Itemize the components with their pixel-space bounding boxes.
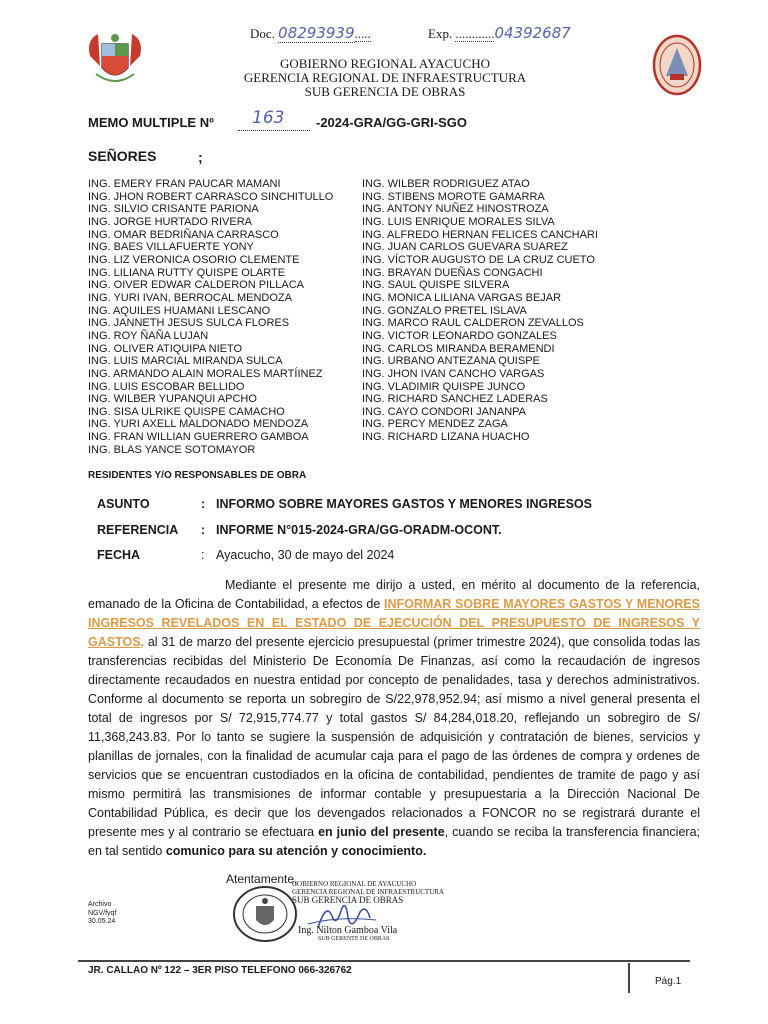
- footer-address: JR. CALLAO Nº 122 – 3ER PISO TELEFONO 066-326762: [88, 965, 352, 976]
- recipient-name: ING. PERCY MENDEZ ZAGA: [362, 418, 508, 431]
- closing: Atentamente,: [226, 872, 298, 886]
- header-subgerencia: SUB GERENCIA DE OBRAS: [304, 84, 466, 99]
- memo-number: 163: [252, 108, 285, 128]
- referencia-value: INFORME N°015-2024-GRA/GG-ORADM-OCONT.: [216, 523, 502, 537]
- fecha-colon: :: [201, 548, 205, 562]
- recipient-name: ING. SISA ULRIKE QUISPE CAMACHO: [88, 405, 285, 418]
- header-government: GOBIERNO REGIONAL AYACUCHO: [280, 56, 490, 71]
- recipient-name: ING. LUIS ESCOBAR BELLIDO: [88, 380, 245, 393]
- memo-number-underline: [238, 130, 310, 131]
- asunto-colon: :: [201, 497, 206, 511]
- archive-line-1: Archivo: [88, 901, 112, 908]
- recipient-name: ING. RICHARD LIZANA HUACHO: [362, 431, 530, 444]
- regional-seal-icon: [652, 34, 702, 96]
- recipients-left-column: [88, 178, 333, 456]
- exp-number: 04392687: [494, 24, 571, 42]
- body-text-3: , cuando se reciba la transferencia financiera; en tal sentido: [88, 825, 700, 858]
- referencia-label: REFERENCIA: [97, 523, 179, 537]
- exp-number-line: Exp. ............04392687: [428, 24, 571, 42]
- round-stamp-icon: [232, 884, 298, 944]
- recipient-name: ING. EMERY FRAN PAUCAR MAMANI: [88, 178, 281, 190]
- body-highlight: INFORMAR SOBRE MAYORES GASTOS Y MENORES INGRESOS REVELADOS EN EL ESTADO DE EJECUCIÓN DEL PRESUPUESTO DE INGRESOS Y GASTOS,: [88, 597, 700, 649]
- recipient-name: ING. JUAN CARLOS GUEVARA SUAREZ: [362, 241, 568, 254]
- body-bold-1: en junio del presente: [318, 825, 445, 839]
- recipient-name: ING. URBANO ANTEZANA QUISPE: [362, 355, 540, 368]
- footer-divider: [628, 963, 630, 993]
- recipient-name: ING. ANTONY NUÑEZ HINOSTROZA: [362, 203, 549, 216]
- exp-label: Exp.: [428, 26, 453, 41]
- signer-role: SUB GERENTE DE OBRAS: [318, 936, 390, 942]
- recipient-name: ING. WILBER YUPANQUI APCHO: [88, 393, 257, 406]
- memo-suffix: -2024-GRA/GG-GRI-SGO: [316, 115, 467, 130]
- page-number: Pág.1: [655, 976, 682, 987]
- recipient-name: ING. YURI IVAN, BERROCAL MENDOZA: [88, 291, 292, 304]
- recipient-name: ING. WILBER RODRIGUEZ ATAO: [362, 178, 530, 190]
- archive-line-3: 30.05.24: [88, 918, 116, 925]
- memo-prefix: MEMO MULTIPLE Nº: [88, 115, 214, 130]
- recipient-name: ING. CAYO CONDORI JANANPA: [362, 405, 527, 418]
- body-text-1: Mediante el presente me dirijo a usted, en mérito al documento de la referencia, emanado de la Oficina de Contabilidad, a efectos de: [88, 578, 700, 611]
- recipient-name: ING. OMAR BEDRIÑANA CARRASCO: [88, 228, 279, 241]
- body-text-2: al 31 de marzo del presente ejercicio presupuestal (primer trimestre 2024), que consolida todas las transferencias recibidas del Ministerio De Economía De Finanzas, así como la recaudación de ingresos directamente recaudados en nuestra entidad por concepto de penalidades, tasa y derechos administrativos. Conforme al documento se reporta un sobregiro de S/22,978,952.94; así mismo a nivel general presenta el total de ingresos por S/ 72,915,774.77 y total gastos S/ 84,284,018.20, reflejando un sobregiro de S/ 11,368,243.83. Por lo tanto se sugiere la suspensión de adquisición y contratación de bienes, servicios y planillas de jornales, con la finalidad de acumular caja para el pago de las órdenes de compra y ordenes de servicios que se encuentran custodiados en la oficina de contabilidad, pendientes de tramite de pago y así mismo permitirá las transmisiones de informar contable y presupuestaria a la Dirección Nacional De Contabilidad Pública, es decir que los devengados relacionados a FONCOR no se registrará durante el presente mes y al contrario se efectuara: [88, 635, 700, 839]
- footer-rule: [78, 960, 690, 962]
- recipient-name: ING. OIVER EDWAR CALDERON PILLACA: [88, 279, 304, 292]
- recipient-name: ING. LIZ VERONICA OSORIO CLEMENTE: [88, 253, 300, 266]
- memo-body: [88, 576, 700, 861]
- recipient-name: ING. MARCO RAUL CALDERON ZEVALLOS: [362, 317, 584, 330]
- recipient-name: ING. BLAS YANCE SOTOMAYOR: [88, 443, 256, 456]
- stamp-line-2: GERENCIA REGIONAL DE INFRAESTRUCTURA: [292, 888, 444, 896]
- recipient-name: ING. LUIS ENRIQUE MORALES SILVA: [362, 215, 555, 228]
- recipient-name: ING. GONZALO PRETEL ISLAVA: [362, 304, 527, 317]
- recipient-name: ING. CARLOS MIRANDA BERAMENDI: [362, 342, 555, 355]
- recipient-name: ING. OLIVER ATIQUIPA NIETO: [88, 342, 243, 355]
- recipient-name: ING. LILIANA RUTTY QUISPE OLARTE: [88, 266, 286, 279]
- recipient-name: ING. RICHARD SANCHEZ LADERAS: [362, 393, 548, 406]
- recipients-residentes: RESIDENTES Y/O RESPONSABLES DE OBRA: [88, 470, 307, 481]
- asunto-value: INFORMO SOBRE MAYORES GASTOS Y MENORES INGRESOS: [216, 497, 592, 511]
- recipient-name: ING. BRAYAN DUEÑAS CONGACHI: [362, 266, 543, 279]
- recipients-heading: SEÑORES: [88, 148, 157, 164]
- referencia-colon: :: [201, 523, 206, 537]
- stamp-line-1: GOBIERNO REGIONAL DE AYACUCHO: [292, 880, 417, 888]
- recipient-name: ING. MONICA LILIANA VARGAS BEJAR: [362, 291, 562, 304]
- recipient-name: ING. VÍCTOR AUGUSTO DE LA CRUZ CUETO: [362, 253, 595, 266]
- header-gerencia: GERENCIA REGIONAL DE INFRAESTRUCTURA: [243, 70, 527, 85]
- recipient-name: ING. LUIS MARCIAL MIRANDA SULCA: [88, 355, 283, 368]
- body-bold-2: comunico para su atención y conocimiento.: [165, 844, 427, 858]
- recipient-name: ING. BAES VILLAFUERTE YONY: [88, 241, 254, 254]
- recipient-name: ING. ROY ÑAÑA LUJAN: [88, 329, 209, 342]
- archive-note: [88, 901, 116, 927]
- fecha-label: FECHA: [97, 548, 141, 562]
- recipient-name: ING. STIBENS MOROTE GAMARRA: [362, 190, 545, 203]
- recipient-name: ING. YURI AXELL MALDONADO MENDOZA: [88, 418, 309, 431]
- doc-number: 08293939: [278, 24, 355, 42]
- recipient-name: ING. FRAN WILLIAN GUERRERO GAMBOA: [88, 431, 309, 444]
- recipient-name: ING. JHON ROBERT CARRASCO SINCHITULLO: [88, 190, 334, 203]
- doc-label: Doc.: [250, 26, 275, 41]
- recipient-name: ING. JHON IVAN CANCHO VARGAS: [362, 367, 545, 380]
- recipient-name: ING. VICTOR LEONARDO GONZALES: [362, 329, 557, 342]
- recipient-name: ING. AQUILES HUAMANI LESCANO: [88, 304, 271, 317]
- recipient-name: ING. ARMANDO ALAIN MORALES MARTÍINEZ: [88, 367, 323, 380]
- signer-name: Ing. Nilton Gamboa Vila: [298, 925, 398, 936]
- recipient-name: ING. ALFREDO HERNAN FELICES CANCHARI: [362, 228, 598, 241]
- recipient-name: ING. SAUL QUISPE SILVERA: [362, 279, 510, 292]
- recipient-name: ING. JORGE HURTADO RIVERA: [88, 215, 253, 228]
- peru-coat-of-arms-icon: [82, 26, 148, 92]
- archive-line-2: NGV/fyqf: [88, 909, 117, 917]
- doc-number-line: Doc. 08293939.....: [250, 24, 371, 42]
- fecha-value: Ayacucho, 30 de mayo del 2024: [216, 548, 395, 562]
- recipient-name: ING. JANNETH JESUS SULCA FLORES: [88, 317, 290, 330]
- recipient-name: ING. VLADIMIR QUISPE JUNCO: [362, 380, 526, 393]
- recipients-colon: ;: [198, 149, 203, 165]
- asunto-label: ASUNTO: [97, 497, 150, 511]
- recipient-name: ING. SILVIO CRISANTE PARIONA: [88, 203, 259, 216]
- stamp-line-3: SUB GERENCIA DE OBRAS: [292, 895, 404, 905]
- recipients-right-column: [362, 178, 598, 444]
